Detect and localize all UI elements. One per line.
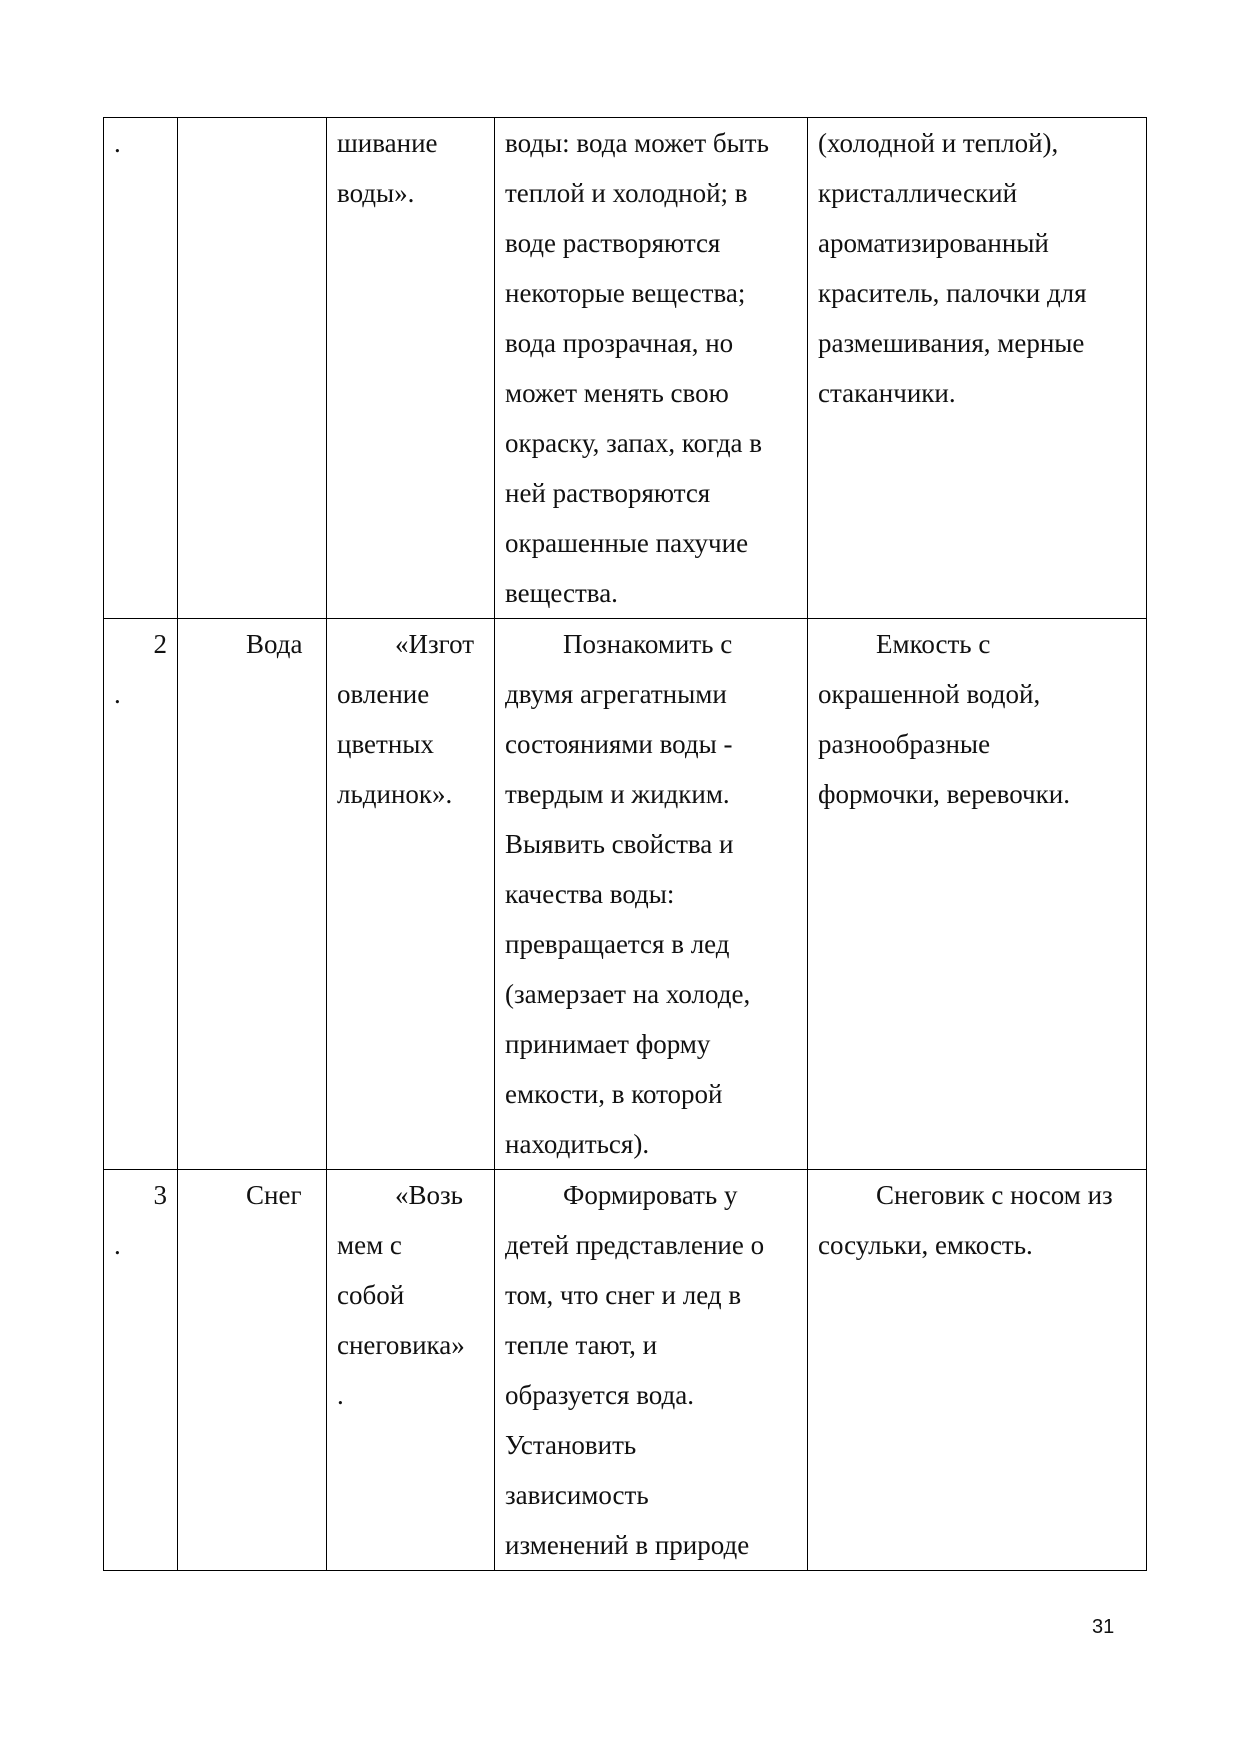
title-line: шивание: [337, 128, 438, 158]
materials-line: окрашенной водой,: [818, 679, 1041, 709]
experiments-table: [103, 117, 1147, 1571]
goal-line: Выявить свойства и: [505, 829, 734, 859]
row-number-line: .: [114, 679, 121, 709]
goal-cell: [495, 118, 808, 619]
materials-cell: [808, 1170, 1147, 1571]
topic-cell: [178, 619, 327, 1170]
goal-line: воды: вода может быть: [505, 128, 769, 158]
title-line: снеговика»: [337, 1330, 465, 1360]
materials-line: Емкость с: [876, 629, 991, 659]
goal-line: детей представление о: [505, 1230, 765, 1260]
table-row: [104, 118, 1147, 619]
topic-cell: [178, 1170, 327, 1571]
table-row: [104, 619, 1147, 1170]
materials-line: разнообразные: [818, 729, 991, 759]
goal-line: том, что снег и лед в: [505, 1280, 742, 1310]
title-cell: [327, 1170, 495, 1571]
goal-line: окраску, запах, когда в: [505, 428, 763, 458]
goal-cell: [495, 1170, 808, 1571]
materials-cell: [808, 118, 1147, 619]
goal-line: вещества.: [505, 578, 618, 608]
title-line: .: [337, 1380, 344, 1410]
goal-line: состояниями воды -: [505, 729, 733, 759]
row-number-line: 3: [153, 1180, 167, 1210]
materials-line: Снеговик с носом из: [876, 1180, 1113, 1210]
materials-line: сосульки, емкость.: [818, 1230, 1033, 1260]
goal-line: ней растворяются: [505, 478, 711, 508]
goal-line: Познакомить с: [563, 629, 733, 659]
materials-line: краситель, палочки для: [818, 278, 1087, 308]
goal-line: зависимость: [505, 1480, 649, 1510]
goal-line: изменений в природе: [505, 1530, 750, 1560]
row-number-cell: [104, 118, 178, 619]
materials-line: ароматизированный: [818, 228, 1049, 258]
topic-cell: [178, 118, 327, 619]
materials-line: формочки, веревочки.: [818, 779, 1070, 809]
goal-line: принимает форму: [505, 1029, 711, 1059]
materials-line: кристаллический: [818, 178, 1018, 208]
goal-line: Установить: [505, 1430, 637, 1460]
title-line: льдинок».: [337, 779, 453, 809]
title-line: мем с: [337, 1230, 402, 1260]
title-line: собой: [337, 1280, 405, 1310]
topic-text: Вода: [246, 629, 303, 659]
table-row: [104, 1170, 1147, 1571]
goal-cell: [495, 619, 808, 1170]
goal-line: двумя агрегатными: [505, 679, 727, 709]
page-number: 31: [1092, 1616, 1115, 1638]
topic-text: Снег: [246, 1180, 302, 1210]
row-number-cell: [104, 619, 178, 1170]
goal-line: вода прозрачная, но: [505, 328, 734, 358]
goal-line: теплой и холодной; в: [505, 178, 748, 208]
goal-line: находиться).: [505, 1129, 650, 1159]
row-number-line: .: [114, 1230, 121, 1260]
title-line: «Возь: [395, 1180, 463, 1210]
goal-line: Формировать у: [563, 1180, 738, 1210]
title-cell: [327, 118, 495, 619]
title-cell: [327, 619, 495, 1170]
title-line: воды».: [337, 178, 415, 208]
materials-cell: [808, 619, 1147, 1170]
goal-line: некоторые вещества;: [505, 278, 746, 308]
goal-line: окрашенные пахучие: [505, 528, 749, 558]
row-number-line: 2: [153, 629, 167, 659]
goal-line: емкости, в которой: [505, 1079, 723, 1109]
goal-line: качества воды:: [505, 879, 675, 909]
goal-line: образуется вода.: [505, 1380, 694, 1410]
goal-line: (замерзает на холоде,: [505, 979, 751, 1009]
title-line: овление: [337, 679, 430, 709]
goal-line: превращается в лед: [505, 929, 730, 959]
materials-line: (холодной и теплой),: [818, 128, 1059, 158]
materials-line: размешивания, мерные: [818, 328, 1085, 358]
title-line: «Изгот: [395, 629, 475, 659]
row-number-line: .: [114, 128, 121, 158]
goal-line: тепле тают, и: [505, 1330, 658, 1360]
goal-line: может менять свою: [505, 378, 729, 408]
materials-line: стаканчики.: [818, 378, 956, 408]
title-line: цветных: [337, 729, 434, 759]
goal-line: воде растворяются: [505, 228, 721, 258]
row-number-cell: [104, 1170, 178, 1571]
goal-line: твердым и жидким.: [505, 779, 730, 809]
